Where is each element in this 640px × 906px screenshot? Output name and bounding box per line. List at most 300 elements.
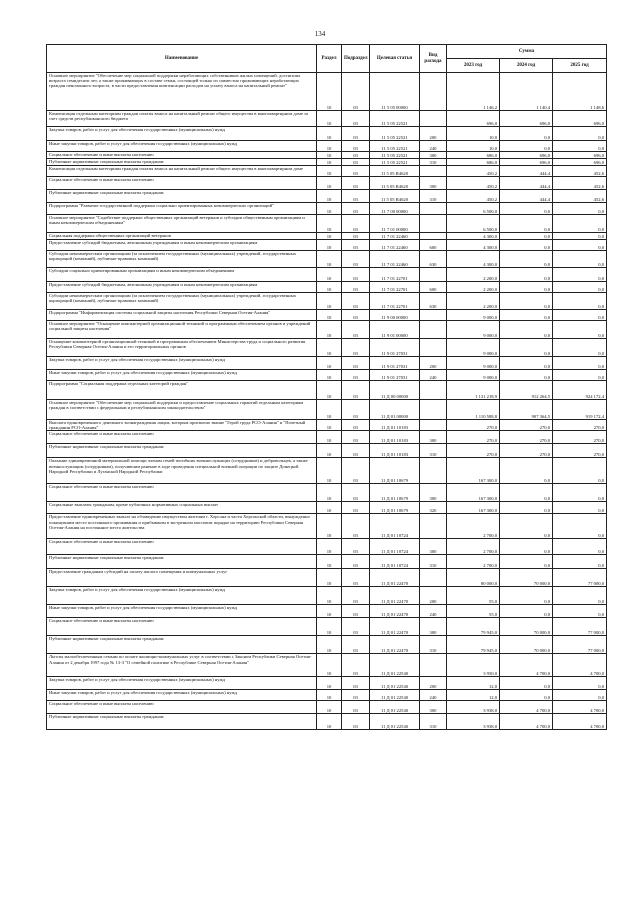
row-sum-2024: 0,0 <box>500 677 553 690</box>
row-section: 10 <box>317 73 342 111</box>
row-sum-2025: 452,6 <box>553 177 607 190</box>
table-row <box>47 502 607 514</box>
row-sum-2024: 0,0 <box>500 502 553 514</box>
row-subsection: 03 <box>342 310 370 321</box>
row-name: Предоставление единовременных выплат на обзаведение имуществом жителям г. Херсона и части Херсонской области, вынужденно покинувшим место постоянного проживания и прибывшим в экстренном массовом порядке на территорию Республики Северная Осетия-Алания на постоянное место жительства <box>47 514 317 539</box>
row-name: Социальное обеспечение и иные выплаты населению <box>47 701 317 714</box>
row-section: 10 <box>317 636 342 654</box>
row-section: 10 <box>317 502 342 514</box>
row-sum-2025: 0,0 <box>553 233 607 240</box>
row-expense-type: 200 <box>420 127 447 141</box>
row-expense-type: 630 <box>420 293 447 310</box>
row-section: 10 <box>317 677 342 690</box>
row-section: 10 <box>317 141 342 152</box>
row-name: Основное мероприятие "Содействие поддержке общественных организаций ветеранов и субсидии общественным организациям и иным некоммерческим объединениям" <box>47 215 317 233</box>
row-target-article: 11 7 00 00000 <box>370 203 420 215</box>
table-row <box>47 420 607 431</box>
row-sum-2024: 912 264,5 <box>500 381 553 400</box>
row-sum-2024: 696,0 <box>500 152 553 159</box>
row-section: 10 <box>317 152 342 159</box>
row-subsection: 03 <box>342 618 370 636</box>
row-sum-2024: 0,0 <box>500 293 553 310</box>
table-row <box>47 458 607 484</box>
row-name: Публичные нормативные социальные выплаты гражданам <box>47 555 317 569</box>
row-expense-type <box>420 166 447 177</box>
row-sum-2024: 0,0 <box>500 357 553 370</box>
row-target-article: 11 9 00 00000 <box>370 310 420 321</box>
row-target-article: 11 7 01 22701 <box>370 268 420 282</box>
row-target-article: 11 5 05 22521 <box>370 111 420 127</box>
row-sum-2025: 0,0 <box>553 141 607 152</box>
row-target-article: 11 Д 01 10724 <box>370 539 420 555</box>
row-section: 10 <box>317 458 342 484</box>
row-section: 10 <box>317 690 342 701</box>
row-target-article: 11 7 01 22701 <box>370 293 420 310</box>
row-section: 10 <box>317 484 342 502</box>
row-sum-2024: 0,0 <box>500 215 553 233</box>
row-name: Публичные нормативные социальные выплаты гражданам <box>47 159 317 166</box>
row-sum-2024: 4 700,0 <box>500 701 553 714</box>
row-sum-2025: 270,0 <box>553 420 607 431</box>
row-expense-type: 310 <box>420 636 447 654</box>
row-sum-2023: 10,0 <box>447 127 500 141</box>
row-section: 10 <box>317 177 342 190</box>
row-sum-2024: 0,0 <box>500 321 553 339</box>
row-subsection: 03 <box>342 539 370 555</box>
row-target-article: 11 Д 01 22540 <box>370 677 420 690</box>
row-expense-type: 300 <box>420 701 447 714</box>
row-expense-type: 300 <box>420 484 447 502</box>
row-sum-2024: 1 140,4 <box>500 73 553 111</box>
row-section: 10 <box>317 233 342 240</box>
table-row <box>47 370 607 381</box>
row-sum-2025: 696,0 <box>553 152 607 159</box>
row-sum-2023: 6 500,0 <box>447 203 500 215</box>
row-expense-type <box>420 654 447 677</box>
row-expense-type: 600 <box>420 282 447 293</box>
row-name: Предоставление субсидий бюджетным, автономным учреждениям и иным некоммерческим организациям <box>47 240 317 251</box>
row-target-article: 11 Д 01 22470 <box>370 605 420 618</box>
row-sum-2024: 907 364,5 <box>500 400 553 420</box>
row-sum-2025: 4 700,0 <box>553 654 607 677</box>
row-subsection: 03 <box>342 636 370 654</box>
row-section: 10 <box>317 190 342 203</box>
row-subsection: 03 <box>342 701 370 714</box>
row-name: Иные закупки товаров, работ и услуг для обеспечения государственных (муниципальных) нужд <box>47 605 317 618</box>
row-name: Льготы малообеспеченным семьям по оплате жилищно-коммунальных услуг в соответствии с Законом Республики Северная Осетия-Алания от 2 декабря 1997 года № 13-З "О семейной политике в Республике Северная Осетия-Алания" <box>47 654 317 677</box>
row-name: Оснащение компьютерной организационной техникой и программным обеспечением Министерства труда и социального развития Республики Северная Осетия-Алания и его территориальных органов <box>47 339 317 357</box>
row-expense-type: 300 <box>420 152 447 159</box>
row-section: 10 <box>317 111 342 127</box>
row-subsection: 03 <box>342 159 370 166</box>
row-name: Закупка товаров, работ и услуг для обеспечения государственных (муниципальных) нужд <box>47 677 317 690</box>
row-target-article: 11 5 05 R4620 <box>370 190 420 203</box>
row-section: 10 <box>317 127 342 141</box>
row-sum-2024: 444,4 <box>500 166 553 177</box>
row-sum-2025: 4 700,0 <box>553 701 607 714</box>
row-sum-2025: 0,0 <box>553 458 607 484</box>
row-subsection: 03 <box>342 215 370 233</box>
header-section: Раздел <box>317 45 342 73</box>
row-name: Основное мероприятие "Оснащение компьютерной организационной техникой и программным обеспечением органов и учреждений социальной защиты населения" <box>47 321 317 339</box>
table-row <box>47 514 607 539</box>
row-sum-2023: 55,0 <box>447 587 500 605</box>
header-sum: Сумма <box>447 45 607 59</box>
row-expense-type: 600 <box>420 240 447 251</box>
row-sum-2025: 0,0 <box>553 539 607 555</box>
table-row <box>47 539 607 555</box>
row-sum-2023: 2 700,0 <box>447 539 500 555</box>
table-row <box>47 233 607 240</box>
row-section: 10 <box>317 400 342 420</box>
row-sum-2025: 0,0 <box>553 555 607 569</box>
row-target-article: 11 Д 01 10724 <box>370 555 420 569</box>
row-section: 10 <box>317 714 342 730</box>
row-name: Социальное обеспечение и иные выплаты населению <box>47 431 317 444</box>
row-expense-type <box>420 381 447 400</box>
row-target-article: 11 Д 01 10724 <box>370 514 420 539</box>
row-expense-type: 200 <box>420 677 447 690</box>
row-sum-2023: 686,0 <box>447 152 500 159</box>
row-sum-2024: 0,0 <box>500 127 553 141</box>
row-name: Предоставление субсидий бюджетным, автономным учреждениям и иным некоммерческим организациям <box>47 282 317 293</box>
row-sum-2023: 10,0 <box>447 141 500 152</box>
table-row <box>47 177 607 190</box>
row-target-article: 11 9 01 27031 <box>370 339 420 357</box>
row-target-article: 11 Д 01 00000 <box>370 400 420 420</box>
row-sum-2025: 0,0 <box>553 339 607 357</box>
row-name: Подпрограмма "Развитие государственной поддержки социально ориентированных некоммерческих организаций" <box>47 203 317 215</box>
row-sum-2023: 1 146,2 <box>447 73 500 111</box>
row-expense-type <box>420 215 447 233</box>
row-expense-type: 200 <box>420 587 447 605</box>
row-sum-2025: 0,0 <box>553 321 607 339</box>
row-sum-2025: 0,0 <box>553 484 607 502</box>
row-name: Публичные нормативные социальные выплаты гражданам <box>47 714 317 730</box>
row-target-article: 11 Д 01 10183 <box>370 431 420 444</box>
row-subsection: 03 <box>342 587 370 605</box>
row-section: 10 <box>317 555 342 569</box>
row-target-article: 11 Д 01 22470 <box>370 587 420 605</box>
row-section: 10 <box>317 293 342 310</box>
row-sum-2023: 6 500,0 <box>447 215 500 233</box>
row-section: 10 <box>317 605 342 618</box>
row-sum-2025: 452,6 <box>553 190 607 203</box>
header-year-2024: 2024 год <box>500 59 553 73</box>
row-sum-2024: 0,0 <box>500 240 553 251</box>
row-target-article: 11 Д 01 10679 <box>370 502 420 514</box>
row-expense-type: 320 <box>420 502 447 514</box>
row-sum-2023: 167 300,0 <box>447 458 500 484</box>
row-expense-type: 240 <box>420 370 447 381</box>
row-sum-2025: 452,6 <box>553 166 607 177</box>
table-row <box>47 159 607 166</box>
row-section: 10 <box>317 357 342 370</box>
row-sum-2024: 70 000,0 <box>500 569 553 587</box>
row-expense-type: 630 <box>420 251 447 268</box>
row-subsection: 03 <box>342 502 370 514</box>
row-target-article: 11 Д 01 10679 <box>370 458 420 484</box>
row-expense-type <box>420 569 447 587</box>
row-sum-2024: 0,0 <box>500 484 553 502</box>
row-target-article: 11 Д 01 22470 <box>370 569 420 587</box>
row-sum-2025: 0,0 <box>553 127 607 141</box>
row-subsection: 03 <box>342 444 370 458</box>
row-sum-2023: 270,0 <box>447 444 500 458</box>
row-subsection: 03 <box>342 569 370 587</box>
table-row <box>47 654 607 677</box>
row-section: 10 <box>317 159 342 166</box>
row-expense-type <box>420 400 447 420</box>
row-sum-2025: 77 000,0 <box>553 618 607 636</box>
row-subsection: 03 <box>342 420 370 431</box>
row-expense-type: 300 <box>420 431 447 444</box>
row-target-article: 11 7 01 00000 <box>370 215 420 233</box>
row-section: 10 <box>317 251 342 268</box>
row-subsection: 03 <box>342 514 370 539</box>
row-name: Иные закупки товаров, работ и услуг для обеспечения государственных (муниципальных) нужд <box>47 690 317 701</box>
row-section: 10 <box>317 431 342 444</box>
row-section: 10 <box>317 240 342 251</box>
row-sum-2025: 77 000,0 <box>553 636 607 654</box>
row-expense-type: 310 <box>420 444 447 458</box>
row-sum-2025: 1 148,6 <box>553 73 607 111</box>
row-target-article: 11 Д 00 00000 <box>370 381 420 400</box>
table-row <box>47 127 607 141</box>
row-sum-2023: 3 950,0 <box>447 654 500 677</box>
table-row <box>47 484 607 502</box>
row-expense-type: 200 <box>420 357 447 370</box>
row-sum-2023: 9 000,0 <box>447 321 500 339</box>
row-section: 10 <box>317 215 342 233</box>
row-name: Иные закупки товаров, работ и услуг для обеспечения государственных (муниципальных) нужд <box>47 370 317 381</box>
row-sum-2025: 0,0 <box>553 690 607 701</box>
row-sum-2023: 9 000,0 <box>447 370 500 381</box>
row-expense-type <box>420 203 447 215</box>
row-name: Подпрограмма "Информатизация системы социальной защиты населения Республики Северная Осетия-Алания" <box>47 310 317 321</box>
row-subsection: 03 <box>342 381 370 400</box>
row-target-article: 11 5 05 R4620 <box>370 166 420 177</box>
row-sum-2025: 924 172,4 <box>553 381 607 400</box>
row-target-article: 11 9 01 27031 <box>370 370 420 381</box>
row-subsection: 03 <box>342 555 370 569</box>
row-name: Публичные нормативные социальные выплаты гражданам <box>47 636 317 654</box>
table-row <box>47 569 607 587</box>
row-sum-2025: 696,0 <box>553 159 607 166</box>
row-subsection: 03 <box>342 458 370 484</box>
row-sum-2025: 4 700,0 <box>553 714 607 730</box>
row-sum-2025: 0,0 <box>553 370 607 381</box>
row-sum-2024: 70 000,0 <box>500 636 553 654</box>
table-row <box>47 400 607 420</box>
row-name: Субсидии некоммерческим организациям (за исключением государственных (муниципальных) учреждений, государственных корпораций (компаний), публично-правовых компаний) <box>47 293 317 310</box>
row-sum-2023: 450,2 <box>447 177 500 190</box>
table-row <box>47 431 607 444</box>
row-sum-2025: 0,0 <box>553 282 607 293</box>
row-name: Выплата единовременного денежного вознаграждения лицам, которым присвоено звание "Герой труда РСО-Алания" и "Почетный гражданин РСО-Алания" <box>47 420 317 431</box>
table-row <box>47 339 607 357</box>
row-subsection: 03 <box>342 268 370 282</box>
row-subsection: 03 <box>342 400 370 420</box>
row-name: Иные закупки товаров, работ и услуг для обеспечения государственных (муниципальных) нужд <box>47 141 317 152</box>
header-name: Наименование <box>47 45 317 73</box>
row-subsection: 03 <box>342 293 370 310</box>
row-name: Социальные выплаты гражданам, кроме публичных нормативных социальных выплат <box>47 502 317 514</box>
row-target-article: 11 7 01 22701 <box>370 282 420 293</box>
row-target-article: 11 9 01 00000 <box>370 321 420 339</box>
row-sum-2024: 0,0 <box>500 339 553 357</box>
budget-table <box>46 44 607 730</box>
table-row <box>47 310 607 321</box>
row-section: 10 <box>317 514 342 539</box>
row-name: Оказание единовременной материальной помощи членам семей погибших военнослужащих (сотрудников) и добровольцев, а также военнослужащим (сотрудникам), получившим ранение в ходе проведения специальной военной операции по защите Донецкой Народной Республики и Луганской Народной Республики <box>47 458 317 484</box>
row-sum-2023: 167 300,0 <box>447 484 500 502</box>
row-target-article: 11 Д 01 22540 <box>370 714 420 730</box>
table-row <box>47 701 607 714</box>
row-expense-type: 300 <box>420 539 447 555</box>
table-row <box>47 381 607 400</box>
row-name: Подпрограмма "Социальная поддержка отдельных категорий граждан" <box>47 381 317 400</box>
row-sum-2025: 0,0 <box>553 251 607 268</box>
row-sum-2025: 0,0 <box>553 203 607 215</box>
row-sum-2025: 0,0 <box>553 514 607 539</box>
table-row <box>47 636 607 654</box>
row-target-article: 11 7 01 22460 <box>370 240 420 251</box>
row-sum-2024: 0,0 <box>500 555 553 569</box>
page-number: 134 <box>314 30 326 38</box>
row-expense-type <box>420 321 447 339</box>
row-section: 10 <box>317 282 342 293</box>
table-row <box>47 141 607 152</box>
row-section: 10 <box>317 381 342 400</box>
row-subsection: 03 <box>342 282 370 293</box>
table-row <box>47 215 607 233</box>
row-target-article: 11 Д 01 22470 <box>370 636 420 654</box>
row-target-article: 11 7 01 22460 <box>370 251 420 268</box>
table-row <box>47 714 607 730</box>
row-sum-2024: 0,0 <box>500 539 553 555</box>
row-sum-2023: 686,0 <box>447 159 500 166</box>
row-expense-type <box>420 310 447 321</box>
row-subsection: 03 <box>342 177 370 190</box>
row-subsection: 03 <box>342 152 370 159</box>
table-row <box>47 357 607 370</box>
row-subsection: 03 <box>342 484 370 502</box>
row-section: 10 <box>317 321 342 339</box>
row-sum-2023: 270,0 <box>447 420 500 431</box>
row-target-article: 11 5 05 22521 <box>370 127 420 141</box>
row-sum-2024: 70 000,0 <box>500 618 553 636</box>
row-subsection: 03 <box>342 190 370 203</box>
row-expense-type <box>420 233 447 240</box>
row-sum-2023: 696,0 <box>447 111 500 127</box>
row-sum-2025: 0,0 <box>553 587 607 605</box>
row-name: Публичные нормативные социальные выплаты гражданам <box>47 190 317 203</box>
row-target-article: 11 Д 01 22540 <box>370 701 420 714</box>
row-target-article: 11 Д 01 10183 <box>370 444 420 458</box>
table-row <box>47 444 607 458</box>
row-target-article: 11 Д 01 10183 <box>370 420 420 431</box>
row-sum-2025: 0,0 <box>553 310 607 321</box>
row-target-article: 11 9 01 27031 <box>370 357 420 370</box>
row-name: Социальная поддержка общественных организаций ветеранов <box>47 233 317 240</box>
row-sum-2025: 0,0 <box>553 293 607 310</box>
row-sum-2024: 270,0 <box>500 420 553 431</box>
row-sum-2023: 9 000,0 <box>447 310 500 321</box>
row-subsection: 03 <box>342 654 370 677</box>
row-subsection: 03 <box>342 233 370 240</box>
row-subsection: 03 <box>342 690 370 701</box>
row-section: 10 <box>317 203 342 215</box>
row-section: 10 <box>317 310 342 321</box>
row-target-article: 11 Д 01 22470 <box>370 618 420 636</box>
row-sum-2025: 0,0 <box>553 357 607 370</box>
row-expense-type: 240 <box>420 605 447 618</box>
row-section: 10 <box>317 268 342 282</box>
row-sum-2023: 4 300,0 <box>447 240 500 251</box>
row-subsection: 03 <box>342 73 370 111</box>
row-name: Социальное обеспечение и иные выплаты населению <box>47 618 317 636</box>
row-expense-type <box>420 268 447 282</box>
row-subsection: 03 <box>342 677 370 690</box>
row-expense-type <box>420 339 447 357</box>
row-sum-2025: 77 000,0 <box>553 569 607 587</box>
row-subsection: 03 <box>342 605 370 618</box>
row-sum-2023: 9 000,0 <box>447 357 500 370</box>
row-expense-type: 240 <box>420 141 447 152</box>
row-sum-2023: 450,2 <box>447 166 500 177</box>
header-target-article: Целевая статья <box>370 45 420 73</box>
row-section: 10 <box>317 420 342 431</box>
row-sum-2025: 919 172,4 <box>553 400 607 420</box>
table-row <box>47 111 607 127</box>
table-row <box>47 618 607 636</box>
row-sum-2024: 0,0 <box>500 514 553 539</box>
row-expense-type: 310 <box>420 714 447 730</box>
row-name: Основное мероприятие "Обеспечение мер социальной поддержки и предоставление социальных гарантий отдельным категориям граждан в соответствии с федеральным и республиканским законодательством" <box>47 400 317 420</box>
row-name: Закупка товаров, работ и услуг для обеспечения государственных (муниципальных) нужд <box>47 127 317 141</box>
row-expense-type: 310 <box>420 159 447 166</box>
row-name: Компенсация отдельным категориям граждан оплаты взноса на капитальный ремонт общего имущества в многоквартирном доме за счет средств республиканского бюджета <box>47 111 317 127</box>
row-sum-2024: 0,0 <box>500 310 553 321</box>
row-sum-2023: 450,2 <box>447 190 500 203</box>
row-name: Социальное обеспечение и иные выплаты населению <box>47 177 317 190</box>
row-sum-2024: 0,0 <box>500 203 553 215</box>
row-target-article: 11 7 01 22460 <box>370 233 420 240</box>
row-sum-2023: 12,0 <box>447 690 500 701</box>
row-subsection: 03 <box>342 251 370 268</box>
table-row <box>47 166 607 177</box>
row-subsection: 03 <box>342 714 370 730</box>
row-sum-2024: 696,0 <box>500 111 553 127</box>
row-expense-type <box>420 514 447 539</box>
row-section: 10 <box>317 701 342 714</box>
row-sum-2025: 0,0 <box>553 268 607 282</box>
row-sum-2024: 0,0 <box>500 233 553 240</box>
table-row <box>47 251 607 268</box>
row-sum-2023: 80 000,0 <box>447 569 500 587</box>
row-sum-2023: 55,0 <box>447 605 500 618</box>
row-subsection: 03 <box>342 203 370 215</box>
row-sum-2025: 270,0 <box>553 431 607 444</box>
table-row <box>47 605 607 618</box>
row-sum-2025: 270,0 <box>553 444 607 458</box>
row-target-article: 11 5 05 22521 <box>370 159 420 166</box>
row-sum-2025: 0,0 <box>553 240 607 251</box>
row-section: 10 <box>317 166 342 177</box>
row-sum-2023: 2 200,0 <box>447 282 500 293</box>
row-subsection: 03 <box>342 166 370 177</box>
